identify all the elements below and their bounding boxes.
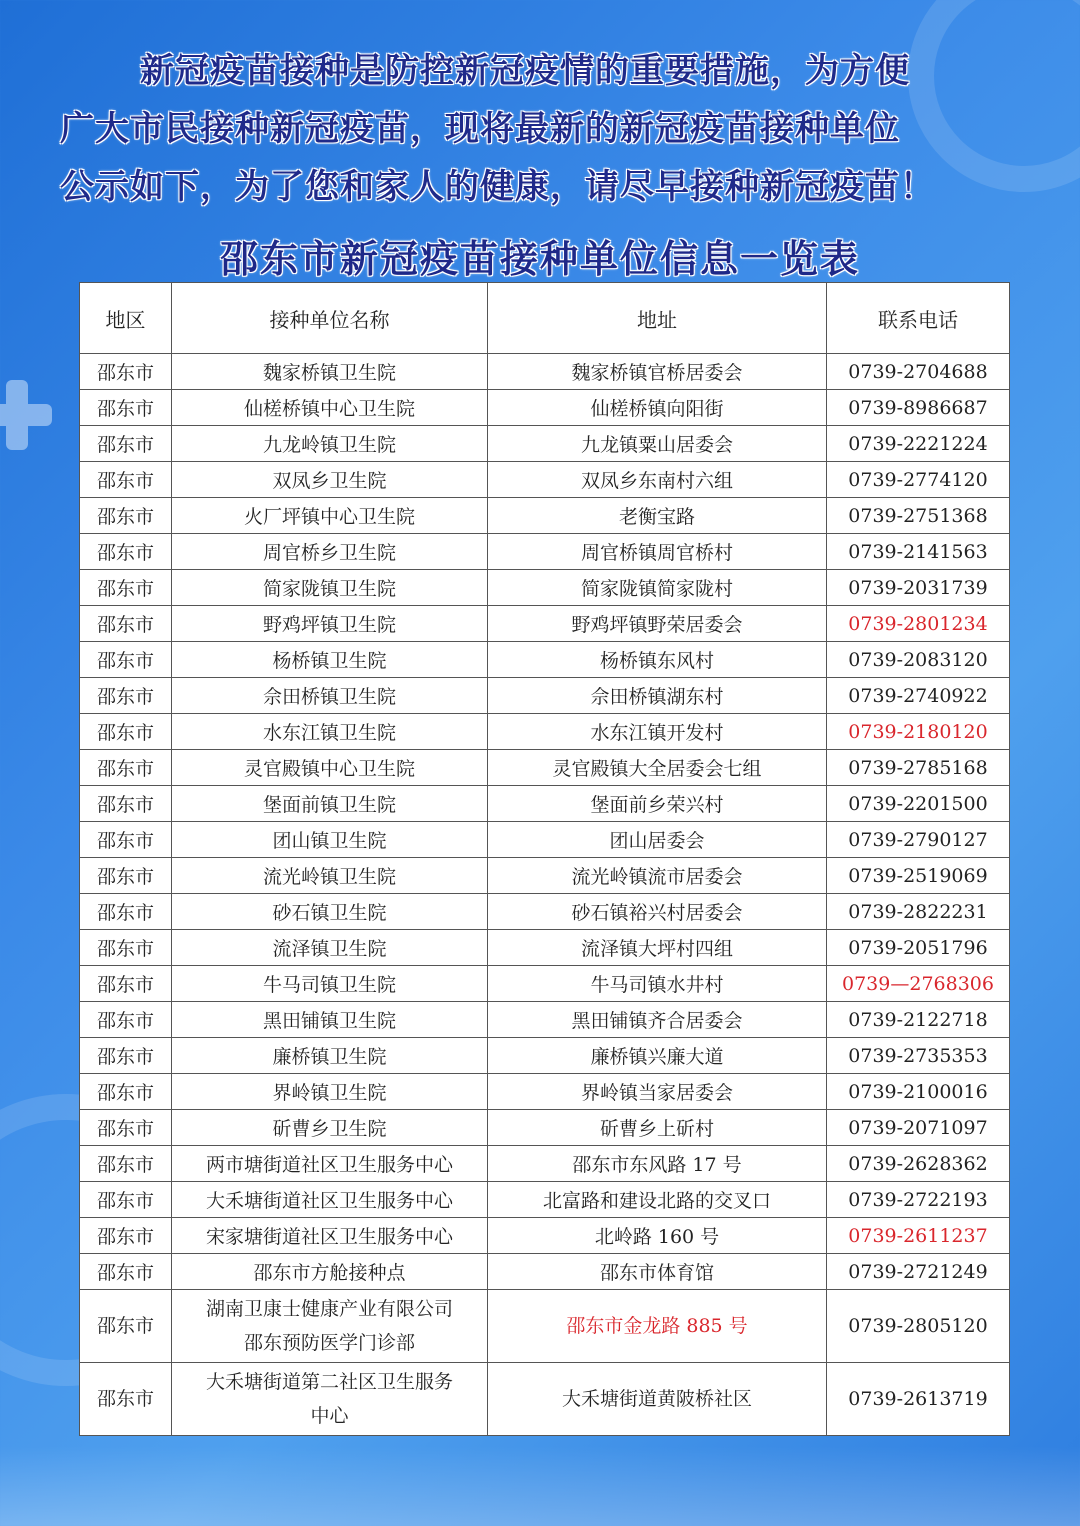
cell-address: 邵东市东风路 17 号: [488, 1146, 827, 1182]
table-row: [80, 426, 1010, 462]
cell-unit-name: 杨桥镇卫生院: [172, 642, 488, 678]
intro-line: 广大市民接种新冠疫苗，现将最新的新冠疫苗接种单位: [60, 109, 900, 149]
cell-unit-name: [172, 1290, 488, 1363]
decorative-band: [0, 1446, 1080, 1526]
cell-unit-name: 野鸡坪镇卫生院: [172, 606, 488, 642]
cell-phone: 0739-2611237: [827, 1218, 1010, 1254]
cell-unit-name: 牛马司镇卫生院: [172, 966, 488, 1002]
cell-address: 野鸡坪镇野荣居委会: [488, 606, 827, 642]
cell-region: 邵东市: [80, 426, 172, 462]
cell-phone: 0739-2141563: [827, 534, 1010, 570]
cell-phone: 0739-2751368: [827, 498, 1010, 534]
cell-region: 邵东市: [80, 1290, 172, 1363]
table-row: [80, 1290, 1010, 1363]
cell-address: 周官桥镇周官桥村: [488, 534, 827, 570]
unit-name-line: 大禾塘街道第二社区卫生服务: [205, 1371, 453, 1393]
cell-region: 邵东市: [80, 642, 172, 678]
cell-phone: 0739-2704688: [827, 354, 1010, 390]
cell-address: 邵东市金龙路 885 号: [488, 1290, 827, 1363]
header-region: 地区: [80, 283, 172, 354]
cell-unit-name: 水东江镇卫生院: [172, 714, 488, 750]
cell-phone: 0739-2785168: [827, 750, 1010, 786]
cell-phone: 0739-2801234: [827, 606, 1010, 642]
cell-address: 魏家桥镇官桥居委会: [488, 354, 827, 390]
table-row: [80, 678, 1010, 714]
cell-address: 牛马司镇水井村: [488, 966, 827, 1002]
cell-unit-name: 佘田桥镇卫生院: [172, 678, 488, 714]
table-row: [80, 462, 1010, 498]
cell-region: 邵东市: [80, 1002, 172, 1038]
cell-phone: 0739-2721249: [827, 1254, 1010, 1290]
cell-unit-name: 双凤乡卫生院: [172, 462, 488, 498]
cell-unit-name: 流光岭镇卫生院: [172, 858, 488, 894]
cell-unit-name: 两市塘街道社区卫生服务中心: [172, 1146, 488, 1182]
cell-region: 邵东市: [80, 1038, 172, 1074]
cell-region: 邵东市: [80, 1146, 172, 1182]
cell-address: 仙槎桥镇向阳街: [488, 390, 827, 426]
cell-region: 邵东市: [80, 822, 172, 858]
cell-region: 邵东市: [80, 858, 172, 894]
cell-region: 邵东市: [80, 678, 172, 714]
cell-unit-name: 流泽镇卫生院: [172, 930, 488, 966]
cell-address: 老衡宝路: [488, 498, 827, 534]
table-row: [80, 1218, 1010, 1254]
table-row: [80, 1074, 1010, 1110]
cell-address: 砂石镇裕兴村居委会: [488, 894, 827, 930]
table-row: [80, 498, 1010, 534]
table-body: [80, 354, 1010, 1436]
cell-region: 邵东市: [80, 498, 172, 534]
cell-region: 邵东市: [80, 1254, 172, 1290]
cell-unit-name: 界岭镇卫生院: [172, 1074, 488, 1110]
cell-unit-name: 周官桥乡卫生院: [172, 534, 488, 570]
cell-region: 邵东市: [80, 786, 172, 822]
medical-cross-icon: [0, 380, 52, 450]
table-row: [80, 894, 1010, 930]
cell-phone: 0739-2221224: [827, 426, 1010, 462]
cell-address: 北富路和建设北路的交叉口: [488, 1182, 827, 1218]
cell-address: 邵东市体育馆: [488, 1254, 827, 1290]
table-row: [80, 822, 1010, 858]
cell-region: 邵东市: [80, 966, 172, 1002]
table-row: [80, 786, 1010, 822]
unit-name-line: 中心: [310, 1405, 349, 1427]
table-header-row: [80, 283, 1010, 354]
table-row: [80, 570, 1010, 606]
cell-address: 北岭路 160 号: [488, 1218, 827, 1254]
table-row: [80, 1363, 1010, 1436]
cell-region: 邵东市: [80, 1074, 172, 1110]
cell-unit-name: 宋家塘街道社区卫生服务中心: [172, 1218, 488, 1254]
cell-region: 邵东市: [80, 1218, 172, 1254]
cell-unit-name: 堡面前镇卫生院: [172, 786, 488, 822]
cell-unit-name: 灵官殿镇中心卫生院: [172, 750, 488, 786]
cell-phone: 0739-2100016: [827, 1074, 1010, 1110]
cell-region: 邵东市: [80, 354, 172, 390]
table-row: [80, 606, 1010, 642]
cell-region: 邵东市: [80, 1363, 172, 1436]
unit-name-line: 邵东预防医学门诊部: [243, 1332, 415, 1354]
cell-phone: 0739-2722193: [827, 1182, 1010, 1218]
cell-phone: 0739—2768306: [827, 966, 1010, 1002]
cell-phone: 0739-2628362: [827, 1146, 1010, 1182]
cell-unit-name: 邵东市方舱接种点: [172, 1254, 488, 1290]
cell-phone: 0739-2740922: [827, 678, 1010, 714]
table-row: [80, 642, 1010, 678]
cell-phone: 0739-2180120: [827, 714, 1010, 750]
cell-unit-name: 斫曹乡卫生院: [172, 1110, 488, 1146]
unit-name-line: 湖南卫康士健康产业有限公司: [205, 1298, 453, 1320]
cell-address: 斫曹乡上斫村: [488, 1110, 827, 1146]
table-row: [80, 1038, 1010, 1074]
vaccination-units-table: [79, 282, 1010, 1436]
header-address: 地址: [488, 283, 827, 354]
cell-unit-name: 黑田铺镇卫生院: [172, 1002, 488, 1038]
cell-phone: 0739-2201500: [827, 786, 1010, 822]
cell-phone: 0739-2071097: [827, 1110, 1010, 1146]
table-row: [80, 930, 1010, 966]
cell-phone: 0739-2031739: [827, 570, 1010, 606]
cell-unit-name: 简家陇镇卫生院: [172, 570, 488, 606]
cell-region: 邵东市: [80, 750, 172, 786]
table-row: [80, 1002, 1010, 1038]
cell-unit-name: 魏家桥镇卫生院: [172, 354, 488, 390]
cell-unit-name: 大禾塘街道社区卫生服务中心: [172, 1182, 488, 1218]
cell-region: 邵东市: [80, 894, 172, 930]
cell-region: 邵东市: [80, 390, 172, 426]
cell-unit-name: 九龙岭镇卫生院: [172, 426, 488, 462]
cell-unit-name: 团山镇卫生院: [172, 822, 488, 858]
cell-phone: 0739-2774120: [827, 462, 1010, 498]
table-row: [80, 1110, 1010, 1146]
cell-region: 邵东市: [80, 1110, 172, 1146]
cell-phone: 0739-2122718: [827, 1002, 1010, 1038]
intro-paragraph: [60, 42, 1020, 216]
cell-address: 团山居委会: [488, 822, 827, 858]
cell-unit-name: [172, 1363, 488, 1436]
cell-phone: 0739-2051796: [827, 930, 1010, 966]
cell-phone: 0739-2790127: [827, 822, 1010, 858]
cell-address: 简家陇镇简家陇村: [488, 570, 827, 606]
cell-unit-name: 火厂坪镇中心卫生院: [172, 498, 488, 534]
cell-address: 灵官殿镇大全居委会七组: [488, 750, 827, 786]
table-row: [80, 858, 1010, 894]
cell-phone: 0739-2613719: [827, 1363, 1010, 1436]
cell-region: 邵东市: [80, 462, 172, 498]
table-row: [80, 714, 1010, 750]
table-row: [80, 750, 1010, 786]
cell-phone: 0739-8986687: [827, 390, 1010, 426]
intro-line: 公示如下，为了您和家人的健康，请尽早接种新冠疫苗！: [60, 167, 935, 207]
cell-unit-name: 廉桥镇卫生院: [172, 1038, 488, 1074]
cell-region: 邵东市: [80, 930, 172, 966]
cell-address: 水东江镇开发村: [488, 714, 827, 750]
intro-line: 新冠疫苗接种是防控新冠疫情的重要措施，为方便: [140, 51, 910, 91]
cell-address: 大禾塘街道黄陂桥社区: [488, 1363, 827, 1436]
cell-phone: 0739-2083120: [827, 642, 1010, 678]
table-row: [80, 534, 1010, 570]
cell-address: 双凤乡东南村六组: [488, 462, 827, 498]
cell-address: 杨桥镇东风村: [488, 642, 827, 678]
table-row: [80, 1182, 1010, 1218]
table-row: [80, 354, 1010, 390]
table-row: [80, 390, 1010, 426]
cell-phone: 0739-2519069: [827, 858, 1010, 894]
cell-region: 邵东市: [80, 714, 172, 750]
cell-address: 流光岭镇流市居委会: [488, 858, 827, 894]
table-row: [80, 1254, 1010, 1290]
cell-address: 黑田铺镇齐合居委会: [488, 1002, 827, 1038]
cell-region: 邵东市: [80, 1182, 172, 1218]
table-row: [80, 966, 1010, 1002]
cell-address: 流泽镇大坪村四组: [488, 930, 827, 966]
header-phone: 联系电话: [827, 283, 1010, 354]
cell-phone: 0739-2805120: [827, 1290, 1010, 1363]
page-title: 邵东市新冠疫苗接种单位信息一览表: [219, 237, 860, 281]
cell-address: 界岭镇当家居委会: [488, 1074, 827, 1110]
header-unit-name: 接种单位名称: [172, 283, 488, 354]
cell-address: 佘田桥镇湖东村: [488, 678, 827, 714]
table-row: [80, 1146, 1010, 1182]
cell-address: 廉桥镇兴廉大道: [488, 1038, 827, 1074]
cell-unit-name: 仙槎桥镇中心卫生院: [172, 390, 488, 426]
cell-region: 邵东市: [80, 570, 172, 606]
cell-region: 邵东市: [80, 606, 172, 642]
cell-unit-name: 砂石镇卫生院: [172, 894, 488, 930]
cell-phone: 0739-2822231: [827, 894, 1010, 930]
cell-address: 堡面前乡荣兴村: [488, 786, 827, 822]
cell-phone: 0739-2735353: [827, 1038, 1010, 1074]
cell-region: 邵东市: [80, 534, 172, 570]
cell-address: 九龙镇粟山居委会: [488, 426, 827, 462]
